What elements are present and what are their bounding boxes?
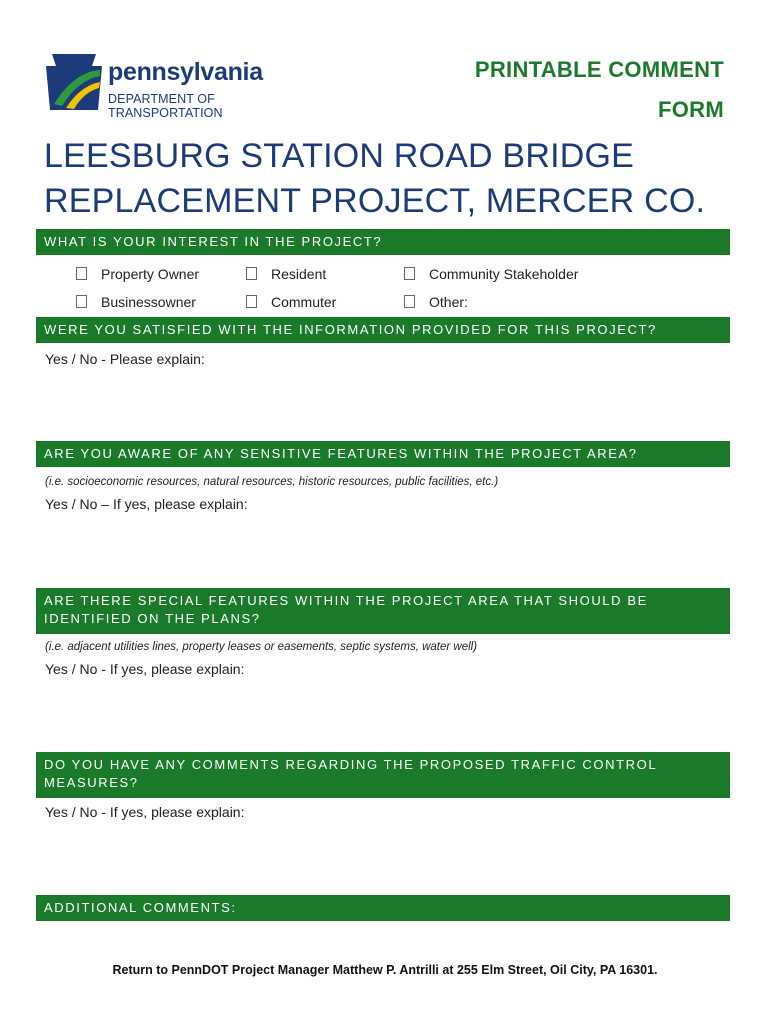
traffic-prompt: Yes / No - If yes, please explain:: [45, 804, 245, 820]
special-prompt: Yes / No - If yes, please explain:: [45, 661, 245, 677]
checkbox-icon[interactable]: [76, 267, 87, 280]
sensitive-prompt: Yes / No – If yes, please explain:: [45, 496, 248, 512]
form-label-line1: PRINTABLE COMMENT: [474, 57, 724, 82]
option-community-stakeholder[interactable]: Community Stakeholder: [404, 266, 578, 282]
option-businessowner[interactable]: Businessowner: [76, 294, 196, 310]
section-heading-satisfied: WERE YOU SATISFIED WITH THE INFORMATION PROVIDED FOR THIS PROJECT?: [36, 317, 730, 343]
section-heading-additional: ADDITIONAL COMMENTS:: [36, 895, 730, 921]
special-heading-line2: IDENTIFIED ON THE PLANS?: [44, 611, 261, 626]
section-heading-traffic: [36, 752, 730, 798]
traffic-heading-line1: DO YOU HAVE ANY COMMENTS REGARDING THE PROPOSED TRAFFIC CONTROL: [44, 757, 658, 772]
title-line2: REPLACEMENT PROJECT, MERCER CO.: [44, 182, 706, 220]
option-commuter[interactable]: Commuter: [246, 294, 336, 310]
satisfied-prompt: Yes / No - Please explain:: [45, 351, 205, 367]
keystone-logo-icon: [44, 52, 104, 112]
logo-brand-text: pennsylvania: [108, 58, 263, 86]
section-heading-special: [36, 588, 730, 634]
sensitive-note: (i.e. socioeconomic resources, natural resources, historic resources, public facilities, etc.): [45, 476, 499, 488]
option-other[interactable]: Other:: [404, 294, 468, 310]
traffic-heading-line2: MEASURES?: [44, 775, 139, 790]
checkbox-icon[interactable]: [246, 295, 257, 308]
page-title: [44, 134, 734, 224]
special-note: (i.e. adjacent utilities lines, property leases or easements, septic systems, water well): [45, 641, 478, 653]
checkbox-icon[interactable]: [404, 267, 415, 280]
option-property-owner[interactable]: Property Owner: [76, 266, 199, 282]
option-resident[interactable]: Resident: [246, 266, 326, 282]
logo-department-text: DEPARTMENT OF TRANSPORTATION: [108, 92, 223, 120]
special-heading-line1: ARE THERE SPECIAL FEATURES WITHIN THE PROJECT AREA THAT SHOULD BE: [44, 593, 648, 608]
return-instructions: Return to PennDOT Project Manager Matthew P. Antrilli at 255 Elm Street, Oil City, PA 16301.: [112, 963, 658, 977]
form-label-line2: FORM: [658, 97, 724, 122]
checkbox-icon[interactable]: [404, 295, 415, 308]
section-heading-interest: WHAT IS YOUR INTEREST IN THE PROJECT?: [36, 229, 730, 255]
checkbox-icon[interactable]: [246, 267, 257, 280]
section-heading-sensitive: ARE YOU AWARE OF ANY SENSITIVE FEATURES WITHIN THE PROJECT AREA?: [36, 441, 730, 467]
checkbox-icon[interactable]: [76, 295, 87, 308]
title-line1: LEESBURG STATION ROAD BRIDGE: [44, 137, 634, 175]
penndot-logo: [44, 52, 319, 120]
